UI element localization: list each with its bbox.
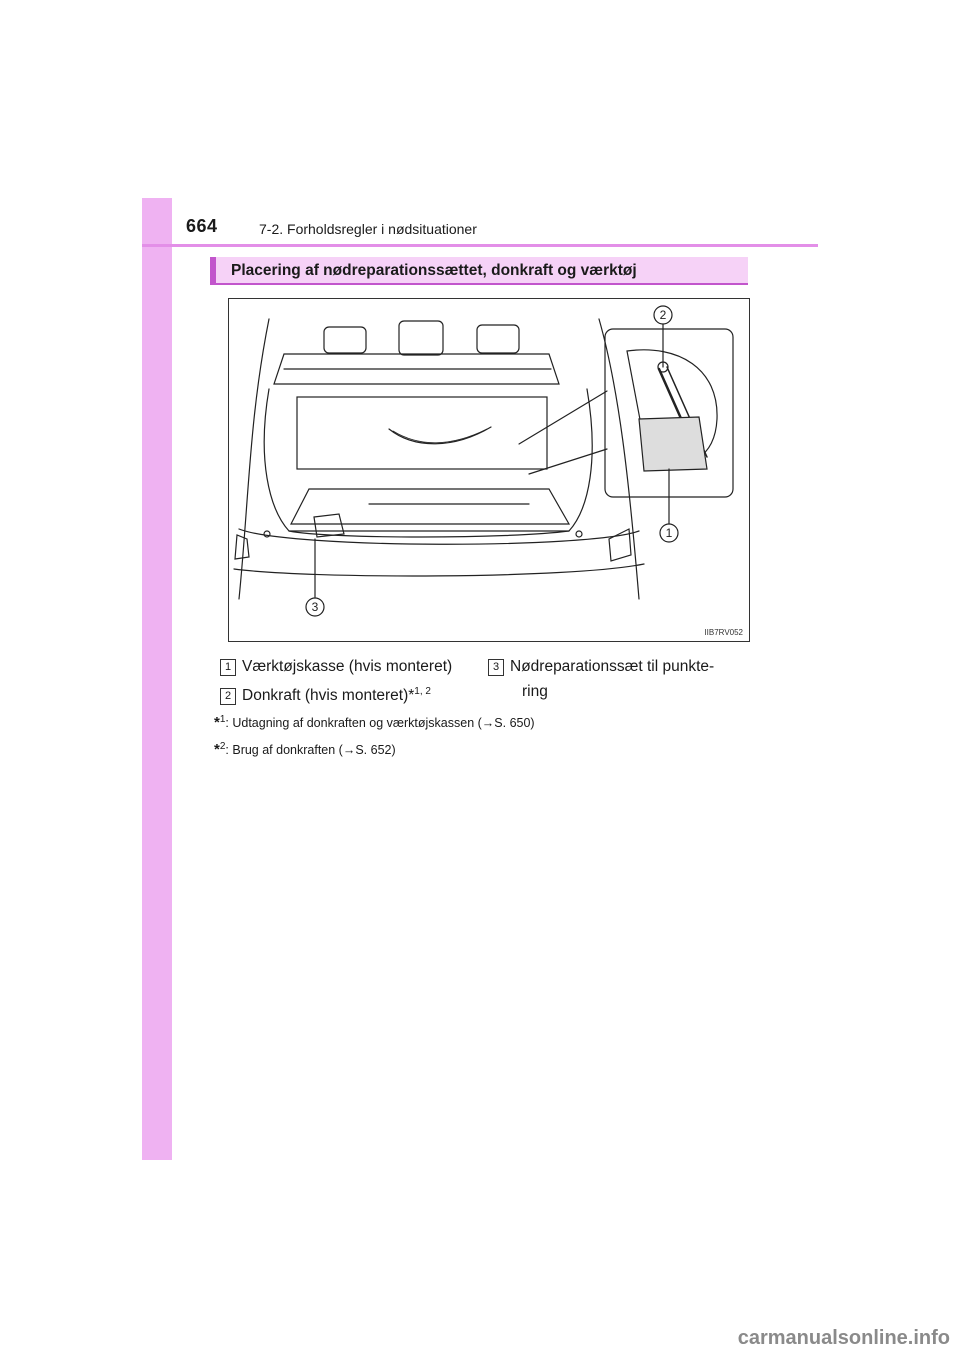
- legend-text-3: Nødreparationssæt til punkte-: [510, 658, 715, 675]
- trunk-illustration: [228, 298, 750, 642]
- legend-text-1: Værktøjskasse (hvis monteret): [242, 658, 453, 675]
- callout-3: 3: [311, 600, 319, 614]
- footnote-2: [214, 741, 396, 758]
- footnote-1: [214, 714, 535, 731]
- footnote-text-2: : Brug af donkraften (→S. 652): [225, 743, 396, 758]
- figure-code: IIB7RV052: [704, 628, 743, 637]
- legend-num-3: 3: [488, 659, 504, 676]
- watermark: carmanualsonline.info: [737, 1327, 950, 1349]
- chapter-title: 7-2. Forholdsregler i nødsituationer: [259, 221, 477, 237]
- legend-num-2: 2: [220, 688, 236, 705]
- legend-item-3: [488, 658, 714, 676]
- callout-2: 2: [659, 308, 667, 322]
- side-tab: [142, 198, 172, 1160]
- footnote-star-1: *: [214, 714, 220, 732]
- footnote-mark-2: 2: [219, 741, 226, 752]
- legend-text-2: Donkraft (hvis monteret)*: [242, 687, 415, 705]
- footnote-text-1: : Udtagning af donkraften og værktøjskassen (→S. 650): [225, 716, 535, 731]
- trunk-drawing: [229, 299, 748, 640]
- page-number: 664: [186, 216, 218, 236]
- header-rule: [142, 244, 818, 247]
- callout-1: 1: [665, 526, 673, 540]
- footnote-mark-1: 1: [219, 714, 226, 725]
- section-title: Placering af nødreparationssættet, donkraft og værktøj: [231, 262, 637, 279]
- legend-num-1: 1: [220, 659, 236, 676]
- legend-item-3-cont: ring: [522, 683, 548, 700]
- legend-item-2: [220, 686, 431, 705]
- legend-sup-2: 1, 2: [414, 686, 431, 697]
- section-heading-box: [210, 257, 748, 285]
- footnote-star-2: *: [214, 741, 220, 759]
- legend-item-1: [220, 658, 452, 676]
